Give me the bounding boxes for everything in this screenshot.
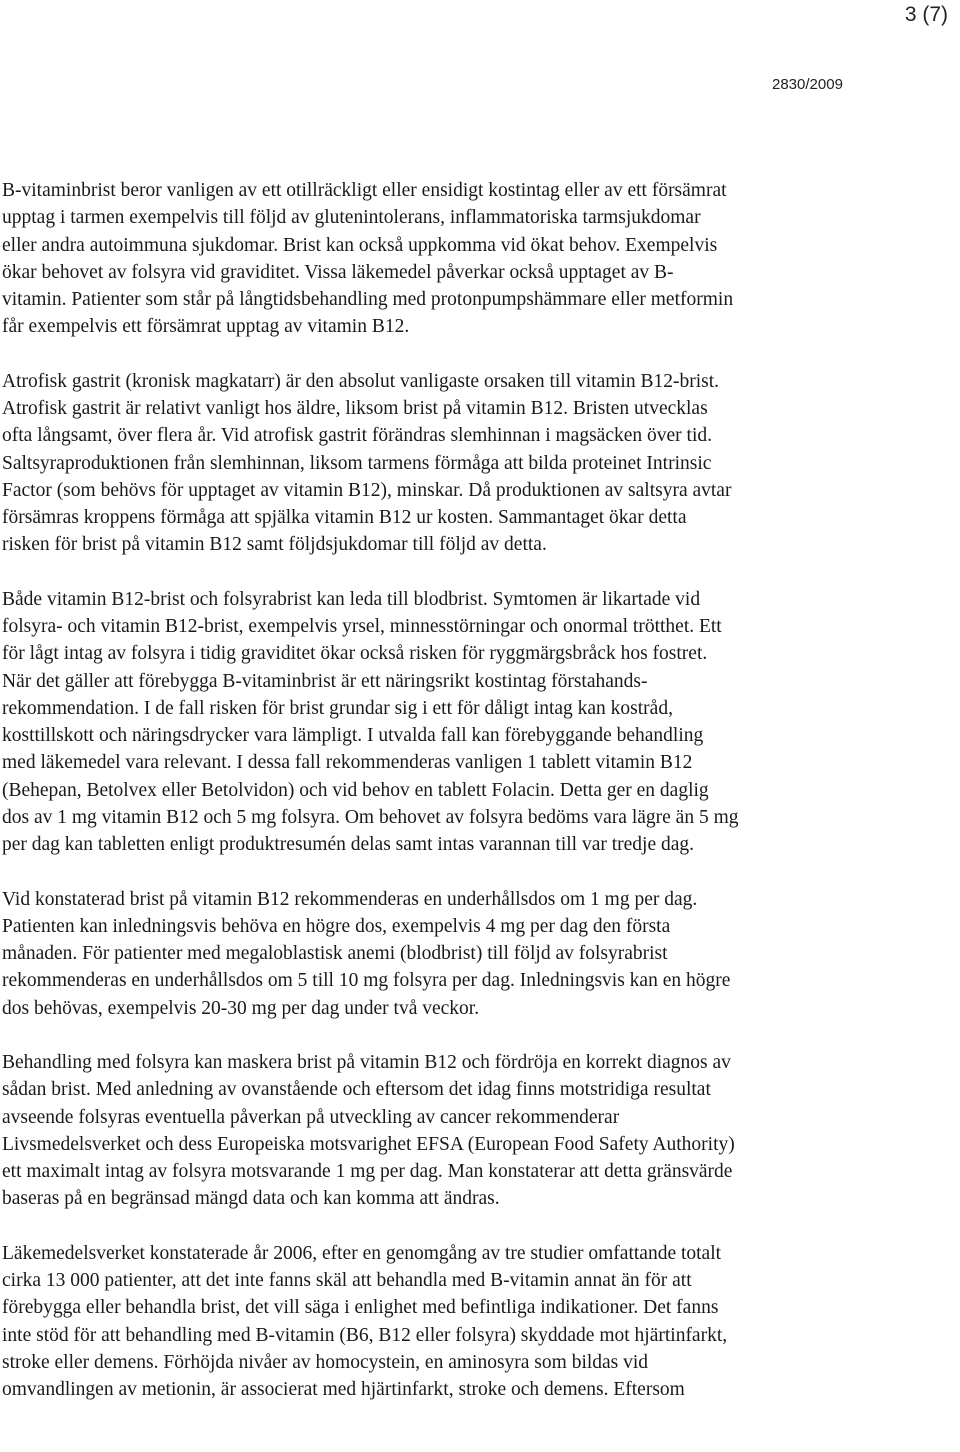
text-line: ökar behovet av folsyra vid graviditet. Vissa läkemedel påverkar också upptaget av B-	[2, 261, 674, 283]
text-line: folsyra- och vitamin B12-brist, exempelvis yrsel, minnesstörningar och onormal trötthet. Ett	[2, 616, 722, 637]
text-line: förebygga eller behandla brist, det vill säga i enlighet med befintliga indikationer. Det fanns	[2, 1297, 719, 1319]
text-line: Atrofisk gastrit är relativt vanligt hos äldre, liksom brist på vitamin B12. Bristen utvecklas	[2, 398, 708, 419]
text-line: När det gäller att förebygga B-vitaminbrist är ett näringsrikt kostintag förstahands-	[2, 670, 648, 692]
paragraph-anemia-and-prevention	[2, 586, 947, 859]
text-line: rekommenderas en underhållsdos om 5 till 10 mg folsyra per dag. Inledningsvis kan en högre	[2, 970, 731, 992]
text-line: får exempelvis ett försämrat upptag av vitamin B12.	[2, 316, 410, 338]
text-line: vitamin. Patienter som står på långtidsbehandling med protonpumpshämmare eller metformin	[2, 289, 734, 310]
text-line: omvandlingen av metionin, är associerat med hjärtinfarkt, stroke och demens. Eftersom	[2, 1379, 685, 1400]
text-line: med läkemedel vara relevant. I dessa fall rekommenderas vanligen 1 tablett vitamin B12	[2, 752, 693, 774]
text-line: Livsmedelsverket och dess Europeiska motsvarighet EFSA (European Food Safety Authority)	[2, 1133, 735, 1155]
text-line: dos behövas, exempelvis 20-30 mg per dag under två veckor.	[2, 997, 480, 1019]
text-line: för lågt intag av folsyra i tidig graviditet ökar också risken för ryggmärgsbråck hos fostret.	[2, 643, 708, 665]
text-line: eller andra autoimmuna sjukdomar. Brist kan också uppkomma vid ökat behov. Exempelvis	[2, 234, 718, 256]
text-line: dos av 1 mg vitamin B12 och 5 mg folsyra. Om behovet av folsyra bedöms vara lägre än 5 mg	[2, 806, 739, 828]
text-line: Atrofisk gastrit (kronisk magkatarr) är den absolut vanligaste orsaken till vitamin B12-brist.	[2, 370, 720, 392]
paragraph-atrophic-gastritis	[2, 368, 947, 559]
document-body	[2, 177, 947, 1431]
text-line: Både vitamin B12-brist och folsyrabrist kan leda till blodbrist. Symtomen är likartade vid	[2, 588, 701, 610]
text-line: per dag kan tabletten enligt produktresumén delas samt intas varannan till var tredje dag.	[2, 834, 695, 855]
text-line: Läkemedelsverket konstaterade år 2006, efter en genomgång av tre studier omfattande totalt	[2, 1242, 722, 1264]
text-line: rekommendation. I de fall risken för brist grundar sig i ett för dåligt intag kan kostråd,	[2, 697, 673, 719]
text-line: upptag i tarmen exempelvis till följd av glutenintolerans, inflammatoriska tarmsjukdomar	[2, 207, 701, 229]
text-line: kosttillskott och näringsdrycker vara lämpligt. I utvalda fall kan förebyggande behandling	[2, 725, 704, 746]
text-line: cirka 13 000 patienter, att det inte fanns skäl att behandla med B-vitamin annat än för att	[2, 1270, 692, 1291]
text-line: (Behepan, Betolvex eller Betolvidon) och vid behov en tablett Folacin. Detta ger en daglig	[2, 779, 709, 801]
paragraph-maintenance-dose	[2, 886, 947, 1022]
text-line: ofta långsamt, över flera år. Vid atrofisk gastrit förändras slemhinnan i magsäcken över tid.	[2, 425, 712, 447]
text-line: Factor (som behövs för upptaget av vitamin B12), minskar. Då produktionen av saltsyra avtar	[2, 479, 732, 501]
text-line: inte stöd för att behandling med B-vitamin (B6, B12 eller folsyra) skyddade mot hjärtinfarkt,	[2, 1324, 728, 1346]
text-line: B-vitaminbrist beror vanligen av ett otillräckligt eller ensidigt kostintag eller av ett försämrat	[2, 180, 727, 201]
page-number: 3 (7)	[904, 3, 948, 26]
text-line: baseras på en begränsad mängd data och kan komma att ändras.	[2, 1188, 500, 1210]
paragraph-lakemedelsverket-2006	[2, 1240, 947, 1404]
text-line: Vid konstaterad brist på vitamin B12 rekommenderas en underhållsdos om 1 mg per dag.	[2, 888, 698, 910]
text-line: stroke eller demens. Förhöjda nivåer av homocystein, en aminosyra som bildas vid	[2, 1351, 649, 1373]
paragraph-folic-acid-masking	[2, 1049, 947, 1213]
text-line: sådan brist. Med anledning av ovanstående och eftersom det idag finns motstridiga resultat	[2, 1079, 711, 1101]
text-line: Saltsyraproduktionen från slemhinnan, liksom tarmens förmåga att bilda proteinet Intrinsic	[2, 452, 712, 474]
text-line: Patienten kan inledningsvis behöva en högre dos, exempelvis 4 mg per dag den första	[2, 915, 671, 937]
text-line: Behandling med folsyra kan maskera brist på vitamin B12 och fördröja en korrekt diagnos av	[2, 1052, 731, 1073]
text-line: risken för brist på vitamin B12 samt följdsjukdomar till följd av detta.	[2, 534, 547, 556]
text-line: ett maximalt intag av folsyra motsvarande 1 mg per dag. Man konstaterar att detta gränsvärde	[2, 1161, 733, 1182]
text-line: månaden. För patienter med megaloblastisk anemi (blodbrist) till följd av folsyrabrist	[2, 943, 668, 964]
text-line: försämras kroppens förmåga att spjälka vitamin B12 ur kosten. Sammantaget ökar detta	[2, 507, 687, 528]
document-reference: 2830/2009	[772, 76, 843, 93]
text-line: avseende folsyras eventuella påverkan på utveckling av cancer rekommenderar	[2, 1106, 620, 1128]
paragraph-b-vitamin-deficiency-causes	[2, 177, 947, 341]
